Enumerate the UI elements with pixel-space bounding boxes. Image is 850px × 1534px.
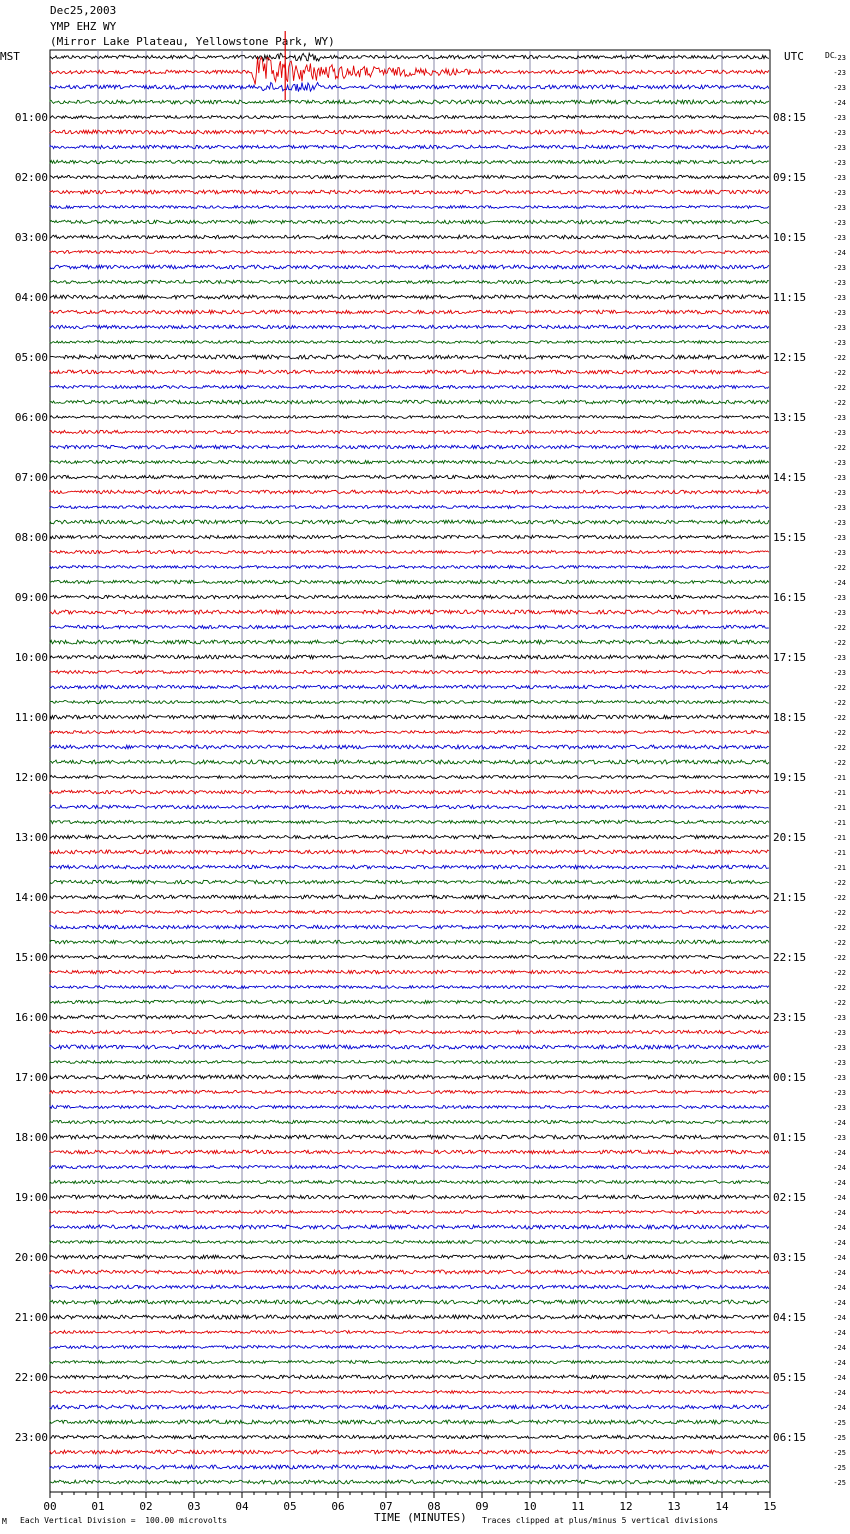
seismogram-trace-39 bbox=[50, 625, 769, 628]
dc-offset-label-74: -24 bbox=[833, 1149, 846, 1157]
dc-offset-label-61: -22 bbox=[833, 954, 846, 962]
left-hour-label-6: 06:00 bbox=[14, 411, 48, 424]
right-hour-label-4: 11:15 bbox=[773, 291, 807, 304]
dc-offset-label-70: -23 bbox=[833, 1089, 846, 1097]
seismogram-trace-74 bbox=[50, 1150, 769, 1154]
seismogram-trace-32 bbox=[50, 520, 769, 524]
right-hour-label-15: 22:15 bbox=[773, 951, 807, 964]
dc-offset-label-5: -23 bbox=[833, 114, 846, 122]
dc-offset-label-14: -24 bbox=[833, 249, 846, 257]
seismogram-trace-88 bbox=[50, 1361, 769, 1364]
dc-offset-label-79: -24 bbox=[833, 1224, 846, 1232]
right-hour-label-22: 05:15 bbox=[773, 1371, 807, 1384]
dc-label: DC bbox=[825, 51, 835, 60]
seismogram-trace-42 bbox=[50, 670, 769, 673]
left-hour-label-17: 17:00 bbox=[14, 1071, 48, 1084]
dc-offset-label-37: -23 bbox=[833, 594, 846, 602]
left-hour-label-23: 23:00 bbox=[14, 1431, 48, 1444]
dc-offset-label-40: -22 bbox=[833, 639, 846, 647]
dc-offset-label-71: -23 bbox=[833, 1104, 846, 1112]
seismogram-trace-63 bbox=[50, 986, 769, 989]
seismogram-trace-59 bbox=[50, 925, 769, 929]
x-tick-label-04: 04 bbox=[235, 1500, 249, 1513]
x-tick-label-12: 12 bbox=[619, 1500, 633, 1513]
dc-offset-label-21: -22 bbox=[833, 354, 846, 362]
seismogram-trace-3 bbox=[50, 83, 769, 92]
seismogram-trace-57 bbox=[50, 895, 769, 899]
seismogram-trace-83 bbox=[50, 1285, 769, 1288]
seismogram-trace-53 bbox=[50, 835, 769, 838]
dc-offset-label-64: -22 bbox=[833, 999, 846, 1007]
corner-mark: M bbox=[2, 1517, 7, 1526]
dc-offset-label-88: -24 bbox=[833, 1359, 846, 1367]
seismogram-trace-76 bbox=[50, 1181, 769, 1184]
left-timezone-label: MST bbox=[0, 50, 20, 63]
dc-offset-label-31: -23 bbox=[833, 504, 846, 512]
dc-offset-label-86: -24 bbox=[833, 1329, 846, 1337]
seismogram-trace-72 bbox=[50, 1120, 769, 1123]
dc-offset-label-39: -22 bbox=[833, 624, 846, 632]
dc-offset-label-53: -21 bbox=[833, 834, 846, 842]
seismogram-trace-44 bbox=[50, 701, 769, 704]
x-tick-label-02: 02 bbox=[139, 1500, 153, 1513]
x-tick-label-09: 09 bbox=[475, 1500, 489, 1513]
seismogram-trace-69 bbox=[50, 1075, 769, 1079]
left-hour-label-4: 04:00 bbox=[14, 291, 48, 304]
dc-offset-label-94: -25 bbox=[833, 1449, 846, 1457]
seismogram-trace-91 bbox=[50, 1405, 769, 1409]
seismogram-trace-11 bbox=[50, 206, 769, 209]
clip-note: Traces clipped at plus/minus 5 vertical divisions bbox=[482, 1516, 719, 1525]
x-tick-label-10: 10 bbox=[523, 1500, 537, 1513]
right-hour-label-17: 00:15 bbox=[773, 1071, 807, 1084]
seismogram-trace-40 bbox=[50, 640, 769, 644]
dc-offset-label-85: -24 bbox=[833, 1314, 846, 1322]
seismogram-trace-26 bbox=[50, 430, 769, 433]
seismogram-trace-12 bbox=[50, 220, 769, 224]
seismogram-trace-94 bbox=[50, 1450, 769, 1454]
dc-offset-label-73: -23 bbox=[833, 1134, 846, 1142]
dc-offset-label-95: -25 bbox=[833, 1464, 846, 1472]
seismogram-trace-81 bbox=[50, 1255, 769, 1259]
dc-offset-label-47: -22 bbox=[833, 744, 846, 752]
dc-offset-label-60: -22 bbox=[833, 939, 846, 947]
right-hour-label-21: 04:15 bbox=[773, 1311, 807, 1324]
seismogram-trace-92 bbox=[50, 1420, 769, 1424]
dc-offset-label-1: -23 bbox=[833, 54, 846, 62]
seismogram-trace-49 bbox=[50, 776, 769, 779]
dc-offset-label-78: -24 bbox=[833, 1209, 846, 1217]
seismogram-trace-46 bbox=[50, 731, 769, 734]
dc-offset-label-44: -22 bbox=[833, 699, 846, 707]
dc-offset-label-2: -23 bbox=[833, 69, 846, 77]
right-hour-label-20: 03:15 bbox=[773, 1251, 807, 1264]
seismogram-trace-95 bbox=[50, 1465, 769, 1469]
dc-offset-label-25: -23 bbox=[833, 414, 846, 422]
dc-offset-label-83: -24 bbox=[833, 1284, 846, 1292]
seismogram-trace-10 bbox=[50, 190, 769, 194]
dc-offset-label-23: -22 bbox=[833, 384, 846, 392]
dc-offset-label-93: -25 bbox=[833, 1434, 846, 1442]
x-tick-label-15: 15 bbox=[763, 1500, 777, 1513]
dc-offset-label-17: -23 bbox=[833, 294, 846, 302]
dc-offset-label-72: -24 bbox=[833, 1119, 846, 1127]
dc-offset-label-43: -22 bbox=[833, 684, 846, 692]
right-hour-label-3: 10:15 bbox=[773, 231, 807, 244]
seismogram-trace-71 bbox=[50, 1106, 769, 1109]
dc-offset-label-20: -23 bbox=[833, 339, 846, 347]
seismogram-trace-1 bbox=[50, 53, 769, 61]
seismogram-trace-93 bbox=[50, 1435, 769, 1438]
dc-offset-label-96: -25 bbox=[833, 1479, 846, 1487]
right-hour-label-18: 01:15 bbox=[773, 1131, 807, 1144]
left-hour-label-5: 05:00 bbox=[14, 351, 48, 364]
seismogram-trace-77 bbox=[50, 1195, 769, 1199]
seismogram-trace-25 bbox=[50, 416, 769, 419]
seismogram-trace-31 bbox=[50, 506, 769, 509]
dc-offset-label-57: -22 bbox=[833, 894, 846, 902]
seismogram-trace-19 bbox=[50, 325, 769, 328]
seismogram-trace-16 bbox=[50, 280, 769, 283]
right-hour-label-9: 16:15 bbox=[773, 591, 807, 604]
seismogram-trace-70 bbox=[50, 1090, 769, 1093]
seismogram-trace-90 bbox=[50, 1391, 769, 1394]
dc-offset-label-76: -24 bbox=[833, 1179, 846, 1187]
dc-offset-label-28: -23 bbox=[833, 459, 846, 467]
seismogram-trace-33 bbox=[50, 535, 769, 538]
left-hour-label-10: 10:00 bbox=[14, 651, 48, 664]
dc-offset-label-35: -22 bbox=[833, 564, 846, 572]
dc-offset-label-26: -23 bbox=[833, 429, 846, 437]
dc-offset-label-15: -23 bbox=[833, 264, 846, 272]
dc-offset-label-48: -22 bbox=[833, 759, 846, 767]
left-hour-label-14: 14:00 bbox=[14, 891, 48, 904]
seismogram-trace-6 bbox=[50, 130, 769, 134]
dc-offset-label-32: -23 bbox=[833, 519, 846, 527]
seismogram-trace-13 bbox=[50, 235, 769, 239]
seismogram-trace-5 bbox=[50, 116, 769, 119]
dc-offset-label-4: -24 bbox=[833, 99, 846, 107]
dc-offset-label-29: -23 bbox=[833, 474, 846, 482]
dc-offset-label-27: -22 bbox=[833, 444, 846, 452]
dc-offset-label-67: -23 bbox=[833, 1044, 846, 1052]
x-tick-label-00: 00 bbox=[43, 1500, 57, 1513]
dc-offset-label-92: -25 bbox=[833, 1419, 846, 1427]
dc-offset-label-41: -23 bbox=[833, 654, 846, 662]
dc-offset-label-46: -22 bbox=[833, 729, 846, 737]
left-hour-label-9: 09:00 bbox=[14, 591, 48, 604]
seismogram-trace-58 bbox=[50, 911, 769, 914]
seismogram-trace-68 bbox=[50, 1061, 769, 1064]
seismogram-trace-86 bbox=[50, 1331, 769, 1334]
dc-offset-label-52: -21 bbox=[833, 819, 846, 827]
scale-note: Each Vertical Division = 100.00 microvolts bbox=[20, 1516, 228, 1525]
seismogram-trace-29 bbox=[50, 475, 769, 479]
seismogram-trace-85 bbox=[50, 1315, 769, 1319]
dc-offset-label-80: -24 bbox=[833, 1239, 846, 1247]
seismogram-trace-66 bbox=[50, 1030, 769, 1033]
x-tick-label-11: 11 bbox=[571, 1500, 585, 1513]
seismogram-trace-79 bbox=[50, 1225, 769, 1229]
x-tick-label-14: 14 bbox=[715, 1500, 729, 1513]
seismogram-trace-28 bbox=[50, 460, 769, 463]
right-timezone-label: UTC bbox=[784, 50, 804, 63]
dc-offset-label-8: -23 bbox=[833, 159, 846, 167]
right-hour-label-8: 15:15 bbox=[773, 531, 807, 544]
dc-offset-label-34: -23 bbox=[833, 549, 846, 557]
dc-offset-label-65: -23 bbox=[833, 1014, 846, 1022]
dc-offset-label-55: -21 bbox=[833, 864, 846, 872]
dc-offset-label-3: -23 bbox=[833, 84, 846, 92]
right-hour-label-5: 12:15 bbox=[773, 351, 807, 364]
dc-offset-label-56: -22 bbox=[833, 879, 846, 887]
seismogram-trace-62 bbox=[50, 970, 769, 973]
dc-offset-label-75: -24 bbox=[833, 1164, 846, 1172]
right-hour-label-6: 13:15 bbox=[773, 411, 807, 424]
dc-offset-label-33: -23 bbox=[833, 534, 846, 542]
dc-offset-label-9: -23 bbox=[833, 174, 846, 182]
seismogram-trace-55 bbox=[50, 865, 769, 869]
dc-offset-label-68: -23 bbox=[833, 1059, 846, 1067]
right-hour-label-10: 17:15 bbox=[773, 651, 807, 664]
seismogram-trace-9 bbox=[50, 175, 769, 178]
seismogram-trace-2 bbox=[50, 57, 769, 84]
seismogram-trace-38 bbox=[50, 610, 769, 614]
right-hour-label-11: 18:15 bbox=[773, 711, 807, 724]
seismogram-trace-96 bbox=[50, 1480, 769, 1484]
left-hour-label-2: 02:00 bbox=[14, 171, 48, 184]
left-hour-label-21: 21:00 bbox=[14, 1311, 48, 1324]
right-hour-label-19: 02:15 bbox=[773, 1191, 807, 1204]
station-label: YMP EHZ WY bbox=[50, 20, 117, 33]
right-hour-label-1: 08:15 bbox=[773, 111, 807, 124]
x-tick-label-13: 13 bbox=[667, 1500, 681, 1513]
date-label: Dec25,2003 bbox=[50, 4, 117, 17]
dc-offset-label-82: -24 bbox=[833, 1269, 846, 1277]
seismogram-trace-22 bbox=[50, 370, 769, 374]
seismogram-trace-87 bbox=[50, 1345, 769, 1348]
dc-offset-label-77: -24 bbox=[833, 1194, 846, 1202]
seismogram-trace-23 bbox=[50, 386, 769, 389]
seismogram-trace-75 bbox=[50, 1166, 769, 1169]
seismogram-trace-7 bbox=[50, 145, 769, 148]
dc-offset-label-19: -23 bbox=[833, 324, 846, 332]
dc-offset-label-10: -23 bbox=[833, 189, 846, 197]
seismogram-trace-56 bbox=[50, 880, 769, 883]
x-tick-label-01: 01 bbox=[91, 1500, 105, 1513]
x-tick-label-05: 05 bbox=[283, 1500, 297, 1513]
dc-offset-label-54: -21 bbox=[833, 849, 846, 857]
seismogram-trace-78 bbox=[50, 1211, 769, 1214]
seismogram-trace-67 bbox=[50, 1045, 769, 1049]
seismogram-trace-84 bbox=[50, 1300, 769, 1304]
dc-offset-label-24: -22 bbox=[833, 399, 846, 407]
seismogram-trace-15 bbox=[50, 265, 769, 269]
seismogram-trace-48 bbox=[50, 760, 769, 764]
seismogram-trace-47 bbox=[50, 745, 769, 749]
dc-offset-label-50: -21 bbox=[833, 789, 846, 797]
seismogram-trace-65 bbox=[50, 1015, 769, 1019]
seismogram-trace-27 bbox=[50, 445, 769, 448]
dc-offset-label-91: -24 bbox=[833, 1404, 846, 1412]
seismogram-trace-43 bbox=[50, 685, 769, 689]
seismogram-trace-4 bbox=[50, 100, 769, 104]
dc-offset-label-18: -23 bbox=[833, 309, 846, 317]
dc-offset-label-22: -22 bbox=[833, 369, 846, 377]
right-hour-label-12: 19:15 bbox=[773, 771, 807, 784]
dc-offset-label-63: -22 bbox=[833, 984, 846, 992]
left-hour-label-1: 01:00 bbox=[14, 111, 48, 124]
x-tick-label-03: 03 bbox=[187, 1500, 201, 1513]
left-hour-label-20: 20:00 bbox=[14, 1251, 48, 1264]
seismogram-trace-60 bbox=[50, 940, 769, 944]
seismogram-trace-54 bbox=[50, 850, 769, 854]
seismogram-trace-73 bbox=[50, 1135, 769, 1139]
location-label: (Mirror Lake Plateau, Yellowstone Park, WY) bbox=[50, 35, 335, 48]
dc-offset-label-42: -23 bbox=[833, 669, 846, 677]
left-hour-label-13: 13:00 bbox=[14, 831, 48, 844]
dc-offset-label-49: -21 bbox=[833, 774, 846, 782]
left-hour-label-12: 12:00 bbox=[14, 771, 48, 784]
right-hour-label-23: 06:15 bbox=[773, 1431, 807, 1444]
right-hour-label-13: 20:15 bbox=[773, 831, 807, 844]
seismogram-trace-51 bbox=[50, 805, 769, 808]
dc-offset-label-45: -22 bbox=[833, 714, 846, 722]
dc-offset-label-38: -23 bbox=[833, 609, 846, 617]
left-hour-label-18: 18:00 bbox=[14, 1131, 48, 1144]
seismogram-trace-45 bbox=[50, 715, 769, 719]
seismogram-trace-14 bbox=[50, 251, 769, 254]
seismogram-trace-41 bbox=[50, 655, 769, 659]
dc-offset-label-90: -24 bbox=[833, 1389, 846, 1397]
left-hour-label-8: 08:00 bbox=[14, 531, 48, 544]
left-hour-label-15: 15:00 bbox=[14, 951, 48, 964]
x-tick-label-07: 07 bbox=[379, 1500, 393, 1513]
seismogram-trace-20 bbox=[50, 341, 769, 344]
dc-offset-label-30: -23 bbox=[833, 489, 846, 497]
dc-offset-label-84: -24 bbox=[833, 1299, 846, 1307]
dc-offset-label-81: -24 bbox=[833, 1254, 846, 1262]
right-hour-label-2: 09:15 bbox=[773, 171, 807, 184]
dc-offset-label-12: -23 bbox=[833, 219, 846, 227]
seismogram-trace-18 bbox=[50, 310, 769, 314]
seismogram-trace-8 bbox=[50, 160, 769, 163]
left-hour-label-7: 07:00 bbox=[14, 471, 48, 484]
dc-offset-label-66: -23 bbox=[833, 1029, 846, 1037]
x-tick-label-08: 08 bbox=[427, 1500, 441, 1513]
seismogram-trace-37 bbox=[50, 595, 769, 598]
x-axis-title: TIME (MINUTES) bbox=[374, 1511, 467, 1524]
dc-offset-label-89: -24 bbox=[833, 1374, 846, 1382]
left-hour-label-16: 16:00 bbox=[14, 1011, 48, 1024]
dc-offset-label-16: -23 bbox=[833, 279, 846, 287]
dc-offset-label-58: -22 bbox=[833, 909, 846, 917]
left-hour-label-22: 22:00 bbox=[14, 1371, 48, 1384]
dc-offset-label-7: -23 bbox=[833, 144, 846, 152]
seismogram-trace-82 bbox=[50, 1270, 769, 1274]
seismogram-trace-61 bbox=[50, 955, 769, 958]
dc-offset-label-36: -24 bbox=[833, 579, 846, 587]
dc-offset-label-59: -22 bbox=[833, 924, 846, 932]
seismogram-trace-21 bbox=[50, 355, 769, 359]
seismogram-trace-24 bbox=[50, 400, 769, 404]
x-tick-label-06: 06 bbox=[331, 1500, 345, 1513]
seismogram-trace-50 bbox=[50, 790, 769, 794]
dc-offset-label-11: -23 bbox=[833, 204, 846, 212]
right-hour-label-14: 21:15 bbox=[773, 891, 807, 904]
seismogram-trace-35 bbox=[50, 566, 769, 569]
dc-offset-label-51: -21 bbox=[833, 804, 846, 812]
seismogram-trace-80 bbox=[50, 1241, 769, 1244]
dc-offset-label-6: -23 bbox=[833, 129, 846, 137]
dc-offset-label-69: -23 bbox=[833, 1074, 846, 1082]
left-hour-label-11: 11:00 bbox=[14, 711, 48, 724]
seismogram-trace-36 bbox=[50, 580, 769, 583]
seismogram-trace-30 bbox=[50, 490, 769, 494]
seismogram-trace-17 bbox=[50, 295, 769, 299]
seismogram-trace-64 bbox=[50, 1000, 769, 1003]
right-hour-label-7: 14:15 bbox=[773, 471, 807, 484]
left-hour-label-19: 19:00 bbox=[14, 1191, 48, 1204]
dc-offset-label-13: -23 bbox=[833, 234, 846, 242]
seismogram-trace-89 bbox=[50, 1375, 769, 1379]
dc-offset-label-87: -24 bbox=[833, 1344, 846, 1352]
right-hour-label-16: 23:15 bbox=[773, 1011, 807, 1024]
seismogram-trace-52 bbox=[50, 820, 769, 823]
seismogram-trace-34 bbox=[50, 550, 769, 553]
dc-offset-label-62: -22 bbox=[833, 969, 846, 977]
left-hour-label-3: 03:00 bbox=[14, 231, 48, 244]
